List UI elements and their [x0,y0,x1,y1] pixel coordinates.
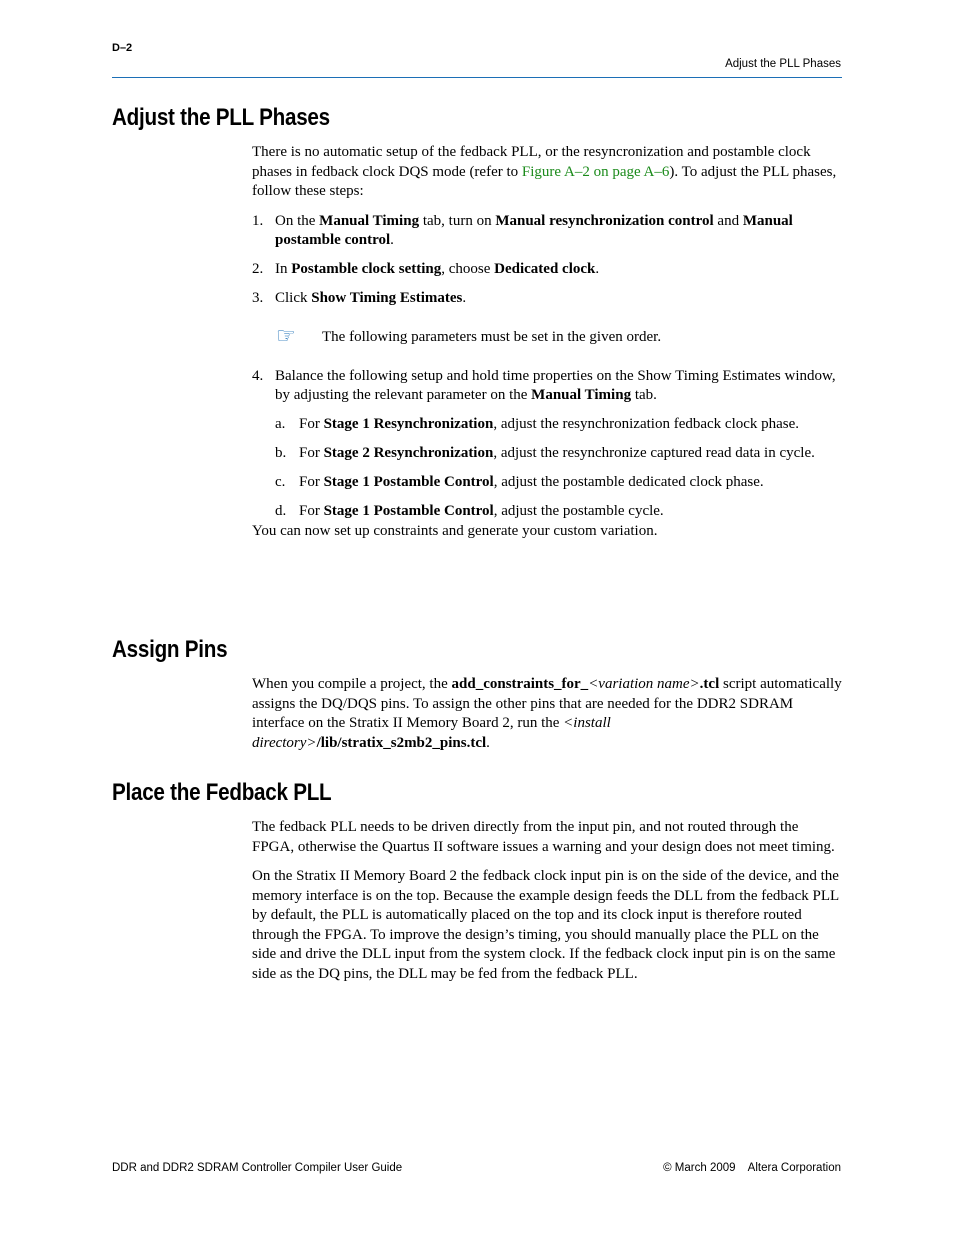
assign-pins-paragraph: When you compile a project, the add_constraints_for_<variation name>.tcl script automatically assigns the DQ/DQS pins. To assign the other pins that are needed for the DDR2 SDRAM interface on the Stratix II Memory Board 2, run the <install directory>/lib/stratix_s2mb2_pins.tcl. [252,676,842,751]
footer-copyright: © March 2009 Altera Corporation [663,1162,841,1174]
place-pll-paragraph-2: On the Stratix II Memory Board 2 the fedback clock input pin is on the side of the device, and the memory interface is on the top. Because the example design feeds the DLL from the fedback PLL by default, the PLL is automatically placed on the top and its clock input is therefore routed through the FPGA. To improve the design’s timing, you should manually place the PLL on the side and drive the DLL input from the system clock. If the fedback clock input pin is on the same side as the DQ pins, the DLL may be fed from the fedback PLL. [252,868,839,982]
list-item: 4. Balance the following setup and hold time properties on the Show Timing Estimates window, by adjusting the relevant parameter on the Manual Timing tab. a. For Stage 1 Resynchronization, adjust the resynchronization fedback clock phase. b. For Stage 2 Resynchronization, adjust the resynchronize captured read data in cycle. c. For Stage 1 Postamble Control, adjust the postamble dedicated clock phase. d. For Stage 1 Postamble Control, adjust the postamble cycle. [252,367,844,522]
substeps-list [275,415,844,522]
pointing-hand-icon: ☞ [276,323,296,349]
list-item: 2. In Postamble clock setting, choose Dedicated clock. [252,261,600,277]
section-heading-adjust-pll: Adjust the PLL Phases [112,104,330,131]
note [252,323,844,349]
section-body-assign-pins [252,675,844,763]
place-pll-paragraph-1: The fedback PLL needs to be driven directly from the input pin, and not routed through the FPGA, otherwise the Quartus II software issues a warning and your design does not meet timing. [252,819,835,855]
footer-doc-title: DDR and DDR2 SDRAM Controller Compiler User Guide [112,1162,403,1174]
note-text: The following parameters must be set in the given order. [322,328,662,345]
list-item: b. For Stage 2 Resynchronization, adjust the resynchronize captured read data in cycle. [275,444,815,461]
list-item: 3. Click Show Timing Estimates. [252,290,467,306]
steps-list-continued [252,367,844,522]
list-item: c. For Stage 1 Postamble Control, adjust the postamble dedicated clock phase. [275,473,764,490]
intro-paragraph: There is no automatic setup of the fedback PLL, or the resyncronization and postamble clock phases in fedback clock DQS mode (refer to Figure A–2 on page A–6). To adjust the PLL phases, follow these steps: [252,144,837,199]
figure-link[interactable]: Figure A–2 on page A–6 [521,163,670,180]
section-body-adjust-pll [252,143,844,551]
list-item: a. For Stage 1 Resynchronization, adjust the resynchronization fedback clock phase. [275,415,800,432]
section-heading-place-pll: Place the Fedback PLL [112,779,332,806]
section-body-place-pll [252,818,844,994]
list-item: 1. On the Manual Timing tab, turn on Manual resynchronization control and Manual postamble control. [252,212,793,248]
section-heading-assign-pins: Assign Pins [112,636,228,663]
steps-list [252,212,844,309]
list-item: d. For Stage 1 Postamble Control, adjust the postamble cycle. [275,502,664,519]
page-number: D–2 [112,42,133,54]
running-title: Adjust the PLL Phases [725,58,841,70]
header-rule [112,77,842,78]
closing-paragraph: You can now set up constraints and generate your custom variation. [252,522,658,539]
